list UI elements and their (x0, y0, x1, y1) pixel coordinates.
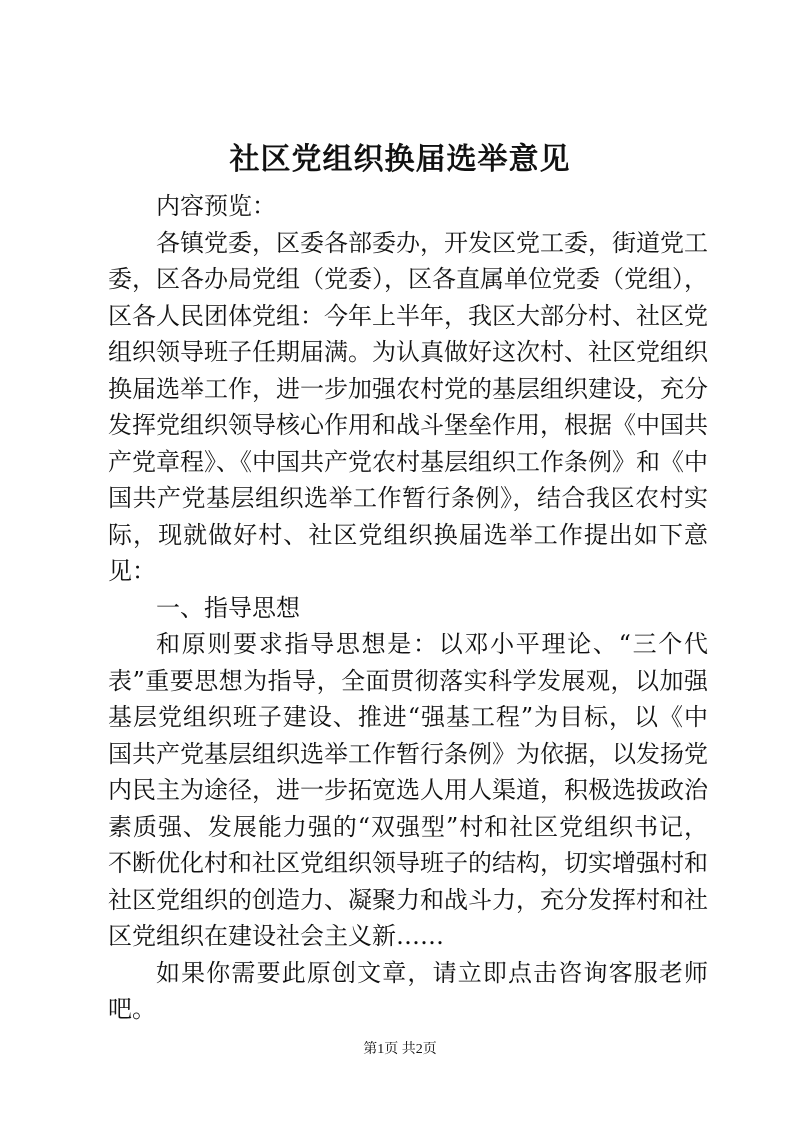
document-body (108, 188, 708, 1028)
guiding-thought-paragraph: 和原则要求指导思想是：以邓小平理论、“三个代表”重要思想为指导，全面贯彻落实科学发展观，以加强基层党组织班子建设、推进“强基工程”为目标，以《中国共产党基层组织选举工作暂行条例》为依据，以发扬党内民主为途径，进一步拓宽选人用人渠道，积极选拔政治素质强、发展能力强的“双强型”村和社区党组织书记，不断优化村和社区党组织领导班子的结构，切实增强村和社区党组织的创造力、凝聚力和战斗力，充分发挥村和社区党组织在建设社会主义新…… (108, 630, 708, 950)
contact-service-prompt: 如果你需要此原创文章，请立即点击咨询客服老师吧。 (108, 958, 708, 1023)
document-title: 社区党组织换届选举意见 (229, 142, 571, 177)
preview-label: 内容预览： (156, 192, 276, 220)
intro-paragraph: 各镇党委，区委各部委办，开发区党工委，街道党工委，区各办局党组（党委），区各直属单位党委（党组），区各人民团体党组：今年上半年，我区大部分村、社区党组织领导班子任期届满。为认真做好这次村、社区党组织换届选举工作，进一步加强农村党的基层组织建设，充分发挥党组织领导核心作用和战斗堡垒作用，根据《中国共产党章程》、《中国共产党农村基层组织工作条例》和《中国共产党基层组织选举工作暂行条例》，结合我区农村实际，现就做好村、社区党组织换届选举工作提出如下意见： (108, 228, 708, 585)
page-number-footer: 第1页 共2页 (363, 1042, 437, 1057)
section-heading-guiding-thought: 一、指导思想 (156, 593, 300, 622)
